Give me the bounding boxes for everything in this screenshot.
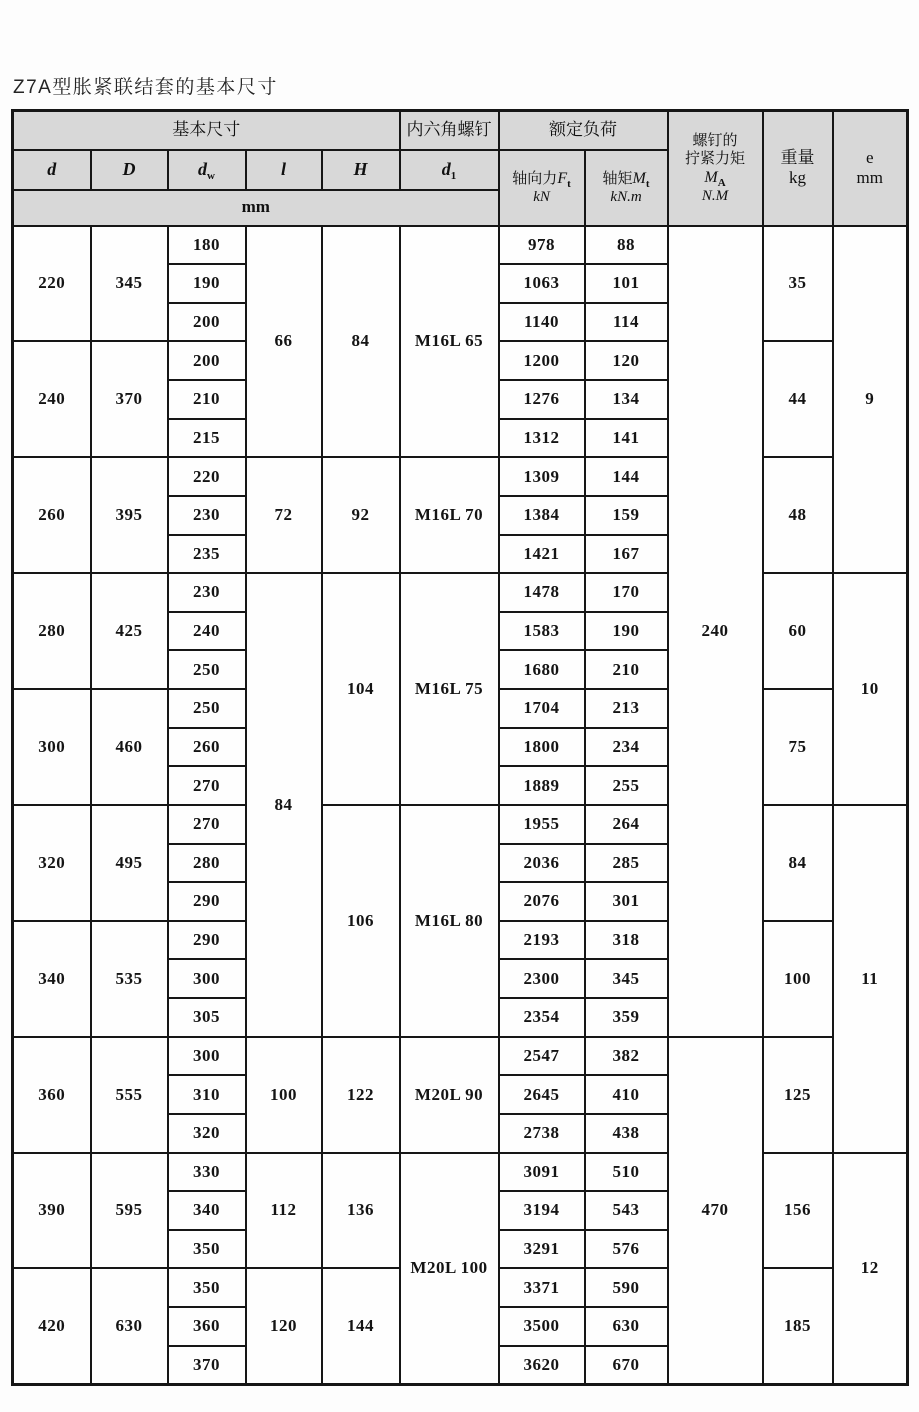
table-cell: 1421 — [499, 535, 585, 574]
table-cell: M20L 90 — [400, 1037, 499, 1153]
table-cell: 350 — [168, 1268, 246, 1307]
header-l: l — [246, 150, 322, 190]
table-cell: 330 — [168, 1153, 246, 1192]
table-cell: 84 — [322, 226, 400, 458]
table-cell: 320 — [168, 1114, 246, 1153]
header-dw: $d_w$ — [168, 150, 246, 190]
table-cell: 370 — [168, 1346, 246, 1385]
table-cell: 180 — [168, 226, 246, 265]
table-cell: 213 — [585, 689, 668, 728]
table-cell: 340 — [13, 921, 91, 1037]
table-cell: 340 — [168, 1191, 246, 1230]
table-cell: 120 — [246, 1268, 322, 1384]
table-cell: 125 — [763, 1037, 833, 1153]
table-cell: 305 — [168, 998, 246, 1037]
table-cell: 200 — [168, 303, 246, 342]
table-cell: 250 — [168, 689, 246, 728]
table-cell: 1955 — [499, 805, 585, 844]
table-cell: 210 — [168, 380, 246, 419]
header-hex-socket-screw: 内六角螺钉 — [400, 111, 499, 150]
table-cell: 12 — [833, 1153, 908, 1385]
table-cell: 382 — [585, 1037, 668, 1076]
table-cell: 370 — [91, 341, 168, 457]
table-row — [13, 226, 908, 265]
table-row — [13, 1037, 908, 1076]
table-header — [13, 111, 908, 226]
table-cell: 2354 — [499, 998, 585, 1037]
table-cell: 92 — [322, 457, 400, 573]
table-cell: 60 — [763, 573, 833, 689]
table-cell: 234 — [585, 728, 668, 767]
table-cell: 359 — [585, 998, 668, 1037]
table-cell: 2193 — [499, 921, 585, 960]
table-cell: 159 — [585, 496, 668, 535]
header-d: d — [13, 150, 91, 190]
table-cell: 66 — [246, 226, 322, 458]
table-cell: 310 — [168, 1075, 246, 1114]
table-cell: 10 — [833, 573, 908, 805]
table-cell: 9 — [833, 226, 908, 574]
table-cell: 144 — [585, 457, 668, 496]
table-cell: 230 — [168, 496, 246, 535]
table-cell: 3620 — [499, 1346, 585, 1385]
table-cell: 235 — [168, 535, 246, 574]
table-cell: 1312 — [499, 419, 585, 458]
table-cell: 1063 — [499, 264, 585, 303]
table-cell: 48 — [763, 457, 833, 573]
axial-force-label: 轴向力$F_t$ — [512, 169, 571, 190]
table-cell: 230 — [168, 573, 246, 612]
table-cell: 35 — [763, 226, 833, 342]
table-cell: 120 — [585, 341, 668, 380]
table-cell: 104 — [322, 573, 400, 805]
table-cell: 318 — [585, 921, 668, 960]
e-unit: mm — [856, 168, 883, 188]
table-cell: 280 — [13, 573, 91, 689]
weight-label: 重量 — [780, 147, 815, 167]
tightening-torque-unit: N.M — [701, 187, 729, 204]
table-cell: 1800 — [499, 728, 585, 767]
table-cell: 3194 — [499, 1191, 585, 1230]
table-cell: 101 — [585, 264, 668, 303]
table-cell: 141 — [585, 419, 668, 458]
table-cell: 215 — [168, 419, 246, 458]
table-cell: 220 — [13, 226, 91, 342]
table-cell: 290 — [168, 921, 246, 960]
table-cell: 290 — [168, 882, 246, 921]
table-cell: 112 — [246, 1153, 322, 1269]
table-cell: 300 — [168, 1037, 246, 1076]
header-axial-force — [499, 150, 585, 226]
table-cell: 1276 — [499, 380, 585, 419]
table-cell: 72 — [246, 457, 322, 573]
table-cell: 190 — [168, 264, 246, 303]
header-basic-dimensions: 基本尺寸 — [13, 111, 400, 150]
table-cell: 2300 — [499, 959, 585, 998]
table-cell: 345 — [91, 226, 168, 342]
table-row — [13, 457, 908, 496]
table-cell: 470 — [668, 1037, 763, 1385]
header-axial-torque — [585, 150, 668, 226]
table-cell: 3500 — [499, 1307, 585, 1346]
table-cell: 2036 — [499, 844, 585, 883]
tightening-torque-symbol: $M_A$ — [704, 168, 726, 189]
header-H: H — [322, 150, 400, 190]
header-row-groups — [13, 111, 908, 150]
table-cell: 630 — [585, 1307, 668, 1346]
table-cell: 280 — [168, 844, 246, 883]
table-cell: 260 — [168, 728, 246, 767]
table-cell: 360 — [13, 1037, 91, 1153]
table-cell: 3091 — [499, 1153, 585, 1192]
table-cell: 590 — [585, 1268, 668, 1307]
table-cell: 88 — [585, 226, 668, 265]
table-cell: 84 — [763, 805, 833, 921]
table-cell: M16L 80 — [400, 805, 499, 1037]
axial-torque-unit: kN.m — [610, 189, 642, 206]
table-cell: M20L 100 — [400, 1153, 499, 1385]
table-cell: 264 — [585, 805, 668, 844]
table-cell: 670 — [585, 1346, 668, 1385]
spec-table — [11, 109, 909, 1386]
table-cell: 1680 — [499, 650, 585, 689]
table-cell: 2547 — [499, 1037, 585, 1076]
table-cell: 255 — [585, 766, 668, 805]
page-title: Z7A型胀紧联结套的基本尺寸 — [13, 77, 278, 98]
table-cell: 350 — [168, 1230, 246, 1269]
table-cell: 410 — [585, 1075, 668, 1114]
table-cell: 460 — [91, 689, 168, 805]
table-cell: 11 — [833, 805, 908, 1153]
table-cell: 240 — [668, 226, 763, 1037]
table-cell: 438 — [585, 1114, 668, 1153]
header-rated-load: 额定负荷 — [499, 111, 668, 150]
header-D: D — [91, 150, 168, 190]
header-e — [833, 111, 908, 226]
table-row — [13, 805, 908, 844]
table-row — [13, 573, 908, 612]
table-cell: M16L 75 — [400, 573, 499, 805]
table-cell: 185 — [763, 1268, 833, 1384]
table-cell: 240 — [13, 341, 91, 457]
axial-torque-label: 轴矩$M_t$ — [602, 169, 650, 190]
table-cell: 1583 — [499, 612, 585, 651]
table-cell: 345 — [585, 959, 668, 998]
table-cell: 2645 — [499, 1075, 585, 1114]
table-cell: 595 — [91, 1153, 168, 1269]
header-weight — [763, 111, 833, 226]
table-cell: 100 — [763, 921, 833, 1037]
table-cell: 555 — [91, 1037, 168, 1153]
table-cell: 260 — [13, 457, 91, 573]
table-row — [13, 1153, 908, 1192]
table-cell: 122 — [322, 1037, 400, 1153]
table-cell: 1478 — [499, 573, 585, 612]
table-cell: 200 — [168, 341, 246, 380]
table-cell: 978 — [499, 226, 585, 265]
table-cell: 136 — [322, 1153, 400, 1269]
table-cell: 75 — [763, 689, 833, 805]
table-cell: 1704 — [499, 689, 585, 728]
table-cell: 144 — [322, 1268, 400, 1384]
axial-force-unit: kN — [533, 189, 550, 206]
table-cell: 301 — [585, 882, 668, 921]
table-cell: 1200 — [499, 341, 585, 380]
table-cell: 106 — [322, 805, 400, 1037]
table-cell: 510 — [585, 1153, 668, 1192]
table-cell: 285 — [585, 844, 668, 883]
table-cell: M16L 65 — [400, 226, 499, 458]
table-cell: 300 — [168, 959, 246, 998]
table-cell: 390 — [13, 1153, 91, 1269]
table-cell: 1384 — [499, 496, 585, 535]
table-cell: 220 — [168, 457, 246, 496]
table-cell: 210 — [585, 650, 668, 689]
table-cell: 250 — [168, 650, 246, 689]
e-symbol: e — [866, 147, 874, 167]
header-d1: $d_1$ — [400, 150, 499, 190]
weight-unit: kg — [789, 168, 807, 188]
table-cell: 44 — [763, 341, 833, 457]
table-cell: 360 — [168, 1307, 246, 1346]
table-cell: 167 — [585, 535, 668, 574]
table-cell: 270 — [168, 766, 246, 805]
table-cell: 1309 — [499, 457, 585, 496]
header-tightening-torque — [668, 111, 763, 226]
table-cell: 3291 — [499, 1230, 585, 1269]
table-cell: 170 — [585, 573, 668, 612]
table-cell: 156 — [763, 1153, 833, 1269]
table-cell: 576 — [585, 1230, 668, 1269]
table-cell: 535 — [91, 921, 168, 1037]
table-cell: 100 — [246, 1037, 322, 1153]
table-cell: 2738 — [499, 1114, 585, 1153]
table-cell: 495 — [91, 805, 168, 921]
table-cell: 270 — [168, 805, 246, 844]
table-cell: 114 — [585, 303, 668, 342]
table-body — [13, 226, 908, 1385]
table-cell: 420 — [13, 1268, 91, 1384]
tightening-torque-label-line2: 拧紧力矩 — [685, 150, 746, 167]
table-cell: M16L 70 — [400, 457, 499, 573]
table-cell: 300 — [13, 689, 91, 805]
table-cell: 320 — [13, 805, 91, 921]
table-cell: 630 — [91, 1268, 168, 1384]
table-cell: 240 — [168, 612, 246, 651]
table-cell: 3371 — [499, 1268, 585, 1307]
table-cell: 1140 — [499, 303, 585, 342]
table-cell: 543 — [585, 1191, 668, 1230]
header-unit-mm: mm — [13, 190, 499, 226]
table-cell: 1889 — [499, 766, 585, 805]
table-cell: 395 — [91, 457, 168, 573]
table-cell: 425 — [91, 573, 168, 689]
table-cell: 2076 — [499, 882, 585, 921]
table-cell: 190 — [585, 612, 668, 651]
table-cell: 134 — [585, 380, 668, 419]
tightening-torque-label-line1: 螺钉的 — [692, 132, 738, 149]
table-cell: 84 — [246, 573, 322, 1037]
